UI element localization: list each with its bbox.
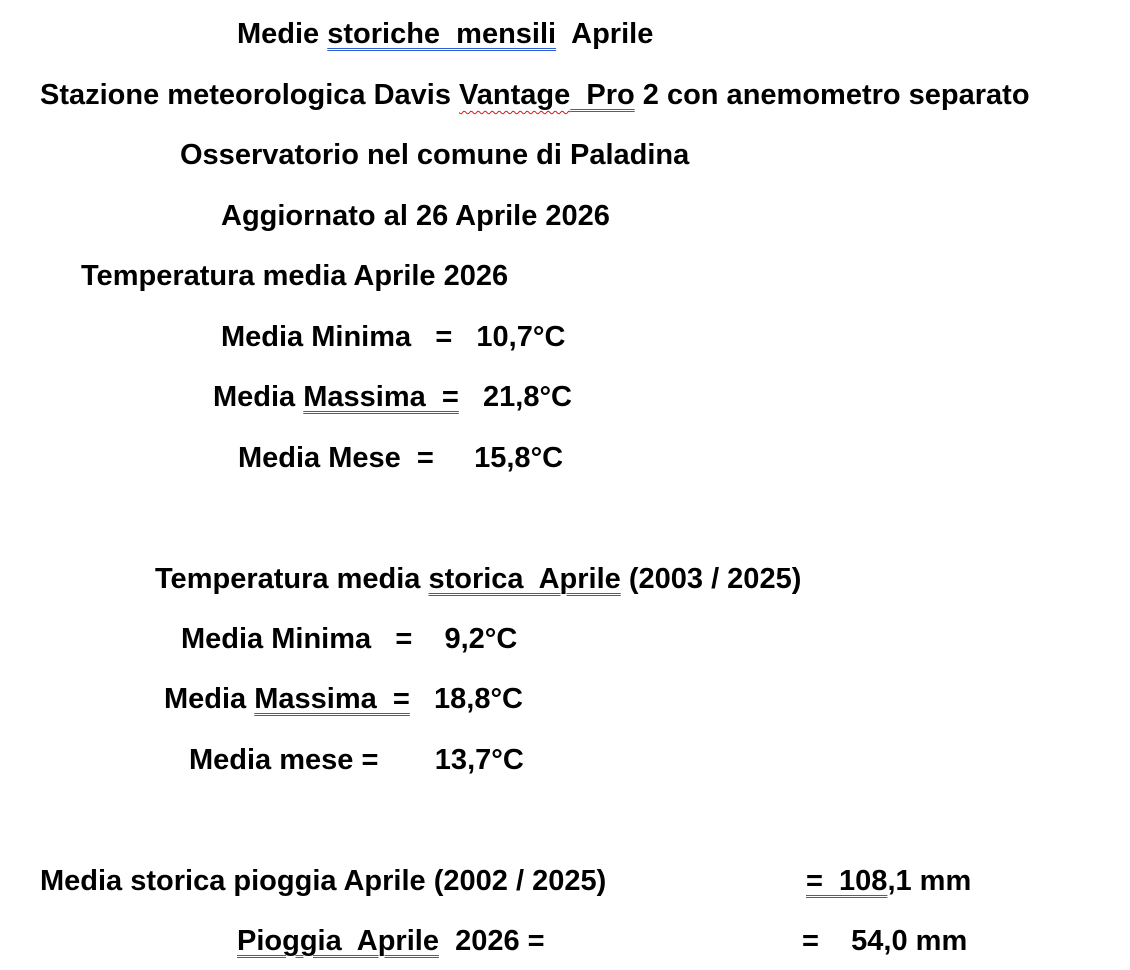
historic-temp-heading bbox=[155, 561, 801, 597]
observatory-line: Osservatorio nel comune di Paladina bbox=[180, 139, 690, 171]
station-part-1: Stazione meteorologica Davis bbox=[40, 79, 460, 111]
historic-max-part-3: 18,8°C bbox=[409, 683, 523, 715]
updated-line: Aggiornato al 26 Aprile 2026 bbox=[221, 200, 610, 232]
historic-max-part-2: Massima = bbox=[254, 683, 410, 715]
historic-heading-part-1: Temperatura media bbox=[155, 563, 429, 595]
title-part-2: storiche mensili bbox=[327, 18, 557, 50]
historic-rain-value-part-2: ,1 mm bbox=[887, 865, 972, 897]
historic-rain-value bbox=[806, 863, 971, 899]
current-max-part-2: Massima = bbox=[303, 381, 459, 413]
current-max-line bbox=[213, 379, 572, 415]
current-max-part-1: Media bbox=[213, 381, 304, 413]
current-min-line: Media Minima = 10,7°C bbox=[221, 321, 566, 353]
historic-min-line: Media Minima = 9,2°C bbox=[181, 623, 518, 655]
current-month-line: Media Mese = 15,8°C bbox=[238, 442, 564, 474]
historic-rain-value-part-1: = 108 bbox=[806, 865, 888, 897]
historic-month-line: Media mese = 13,7°C bbox=[189, 744, 524, 776]
historic-rain-label: Media storica pioggia Aprile (2002 / 2025) bbox=[40, 865, 607, 897]
current-temp-heading: Temperatura media Aprile 2026 bbox=[81, 260, 509, 292]
station-part-3: Pro bbox=[570, 79, 635, 111]
historic-heading-part-2: storica Aprile bbox=[428, 563, 621, 595]
station-part-4: 2 con anemometro separato bbox=[634, 79, 1030, 111]
title-part-1: Medie bbox=[237, 18, 328, 50]
current-max-part-3: 21,8°C bbox=[458, 381, 572, 413]
current-rain-value: = 54,0 mm bbox=[802, 925, 968, 957]
historic-heading-part-3: (2003 / 2025) bbox=[620, 563, 802, 595]
historic-max-part-1: Media bbox=[164, 683, 255, 715]
current-rain-label bbox=[237, 923, 545, 959]
current-rain-label-part-1: Pioggia Aprile bbox=[237, 925, 439, 957]
station-part-2: Vantage bbox=[459, 79, 571, 111]
current-rain-label-part-2: 2026 = bbox=[438, 925, 545, 957]
historic-max-line bbox=[164, 681, 523, 717]
title bbox=[237, 16, 653, 52]
title-part-3: Aprile bbox=[556, 18, 654, 50]
station-line bbox=[40, 77, 1030, 113]
